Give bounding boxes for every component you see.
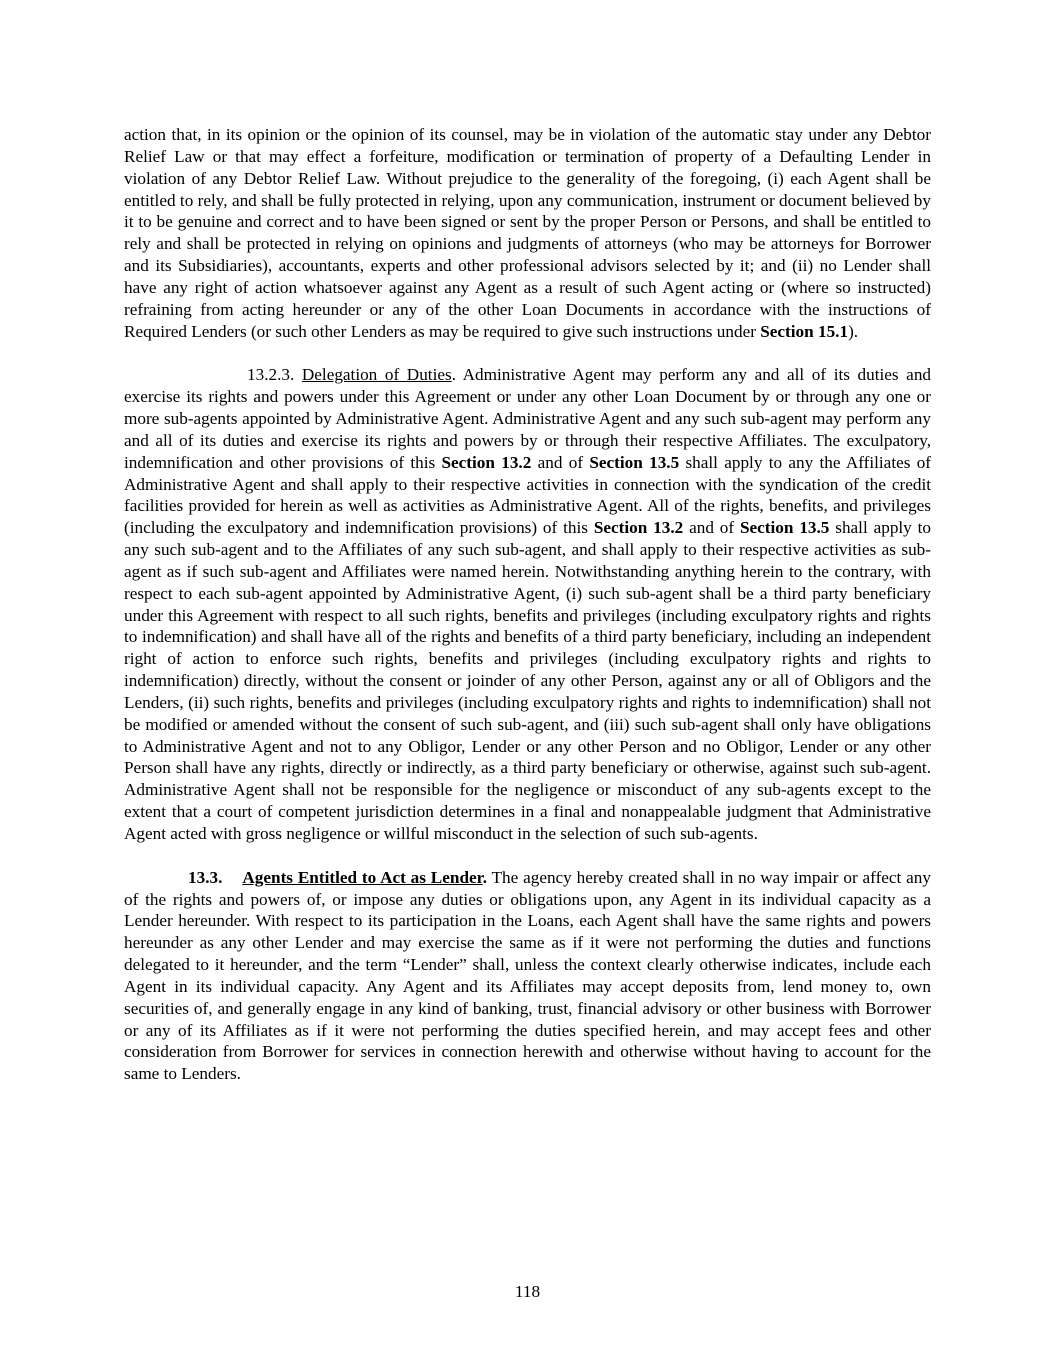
section-reference: Section 15.1 [760,321,849,341]
section-reference: Section 13.5 [589,452,680,472]
section-number: 13.3. [188,867,223,887]
section-reference: Section 13.5 [739,518,830,538]
paragraph-text: Administrative Agent may perform any and all of its duties and exercise its rights and powers under this Agreement or under any other Loan Document by or through any one or more sub-agents appointed by Administrative Agent. Administrative Agent and any such sub-agent may perform any and all of its duties and exercise its rights and powers by or through their respective Affiliates. The exculpatory, indemnification and other provisions of this [124,365,932,472]
document-body [124,124,931,1107]
section-reference: Section 13.2 [593,518,684,538]
page-number: 118 [514,1282,541,1301]
section-13-3-paragraph [124,867,931,1085]
paragraph-text: shall apply to any such sub-agent and to the Affiliates of any such sub-agent, and shall apply to their respective activities as sub-agent as if such sub-agent and Affiliates were named herein. Notwithstanding anything herein to the contrary, with respect to each sub-agent appointed by Administrative Agent, (i) such sub-agent shall be a third party beneficiary under this Agreement with respect to all such rights, benefits and privileges (including exculpatory rights and rights to indemnification) and shall have all of the rights and benefits of a third party beneficiary, including an independent right of action to enforce such rights, benefits and privileges (including exculpatory rights and rights to indemnification) directly, without the consent or joinder of any other Person, against any or all of Obligors and the Lenders, (ii) such rights, benefits and privileges (including exculpatory rights and rights to indemnification) shall not be modified or amended without the consent of such sub-agent, and (iii) such sub-agent shall only have obligations to Administrative Agent and not to any Obligor, Lender or any other Person and no Obligor, Lender or any other Person shall have any rights, directly or indirectly, as a third party beneficiary or otherwise, against such sub-agent. Administrative Agent shall not be responsible for the negligence or misconduct of any sub-agents except to the extent that a court of competent jurisdiction determines in a final and nonappealable judgment that Administrative Agent acted with gross negligence or willful misconduct in the selection of such sub-agents. [124,518,932,843]
section-reference: Section 13.2 [441,452,532,472]
section-number: 13.2.3. [247,365,295,385]
section-title: Agents Entitled to Act as Lender [242,867,483,887]
paragraph-text: ). [848,321,859,341]
paragraph-text: The agency hereby created shall in no way impair or affect any of the rights and powers of, or impose any duties or obligations upon, any Agent in its individual capacity as a Lender hereunder. With respect to its participation in the Loans, each Agent shall have the same rights and powers hereunder as any other Lender and may exercise the same as if it were not performing the duties and functions delegated to it hereunder, and the term “Lender” shall, unless the context clearly otherwise indicates, include each Agent in its individual capacity. Any Agent and its Affiliates may accept deposits from, lend money to, own securities of, and generally engage in any kind of banking, trust, financial advisory or other business with Borrower or any of its Affiliates as if it were not performing the duties specified herein, and may accept fees and other consideration from Borrower for services in connection herewith and otherwise without having to account for the same to Lenders. [124,867,931,1084]
paragraph-text: and of [683,518,740,538]
section-title: Delegation of Duties [301,365,452,385]
paragraph-text: shall apply to any the Affiliates of Administrative Agent and shall apply to their respective activities in connection with the syndication of the credit facilities provided for herein as well as activities as Administrative Agent. All of the rights, benefits, and privileges (including the exculpatory and indemnification provisions) of this [124,452,932,538]
paragraph-text: and of [531,452,590,472]
section-title-end: . [482,867,487,887]
paragraph-continuation [124,124,931,342]
paragraph-text: action that, in its opinion or the opinion of its counsel, may be in violation of the automatic stay under any Debtor Relief Law or that may effect a forfeiture, modification or termination of property of a Defaulting Lender in violation of any Debtor Relief Law. Without prejudice to the generality of the foregoing, (i) each Agent shall be entitled to rely, and shall be fully protected in relying, upon any communication, instrument or document believed by it to be genuine and correct and to have been signed or sent by the proper Person or Persons, and shall be entitled to rely and shall be protected in relying on opinions and judgments of attorneys (who may be attorneys for Borrower and its Subsidiaries), accountants, experts and other professional advisors selected by it; and (ii) no Lender shall have any right of action whatsoever against any Agent as a result of such Agent acting or (where so instructed) refraining from acting hereunder or any of the other Loan Documents in accordance with the instructions of Required Lenders (or such other Lenders as may be required to give such instructions under [124,125,931,341]
section-13-2-3-paragraph [124,364,931,845]
section-title-end: . [451,365,456,385]
